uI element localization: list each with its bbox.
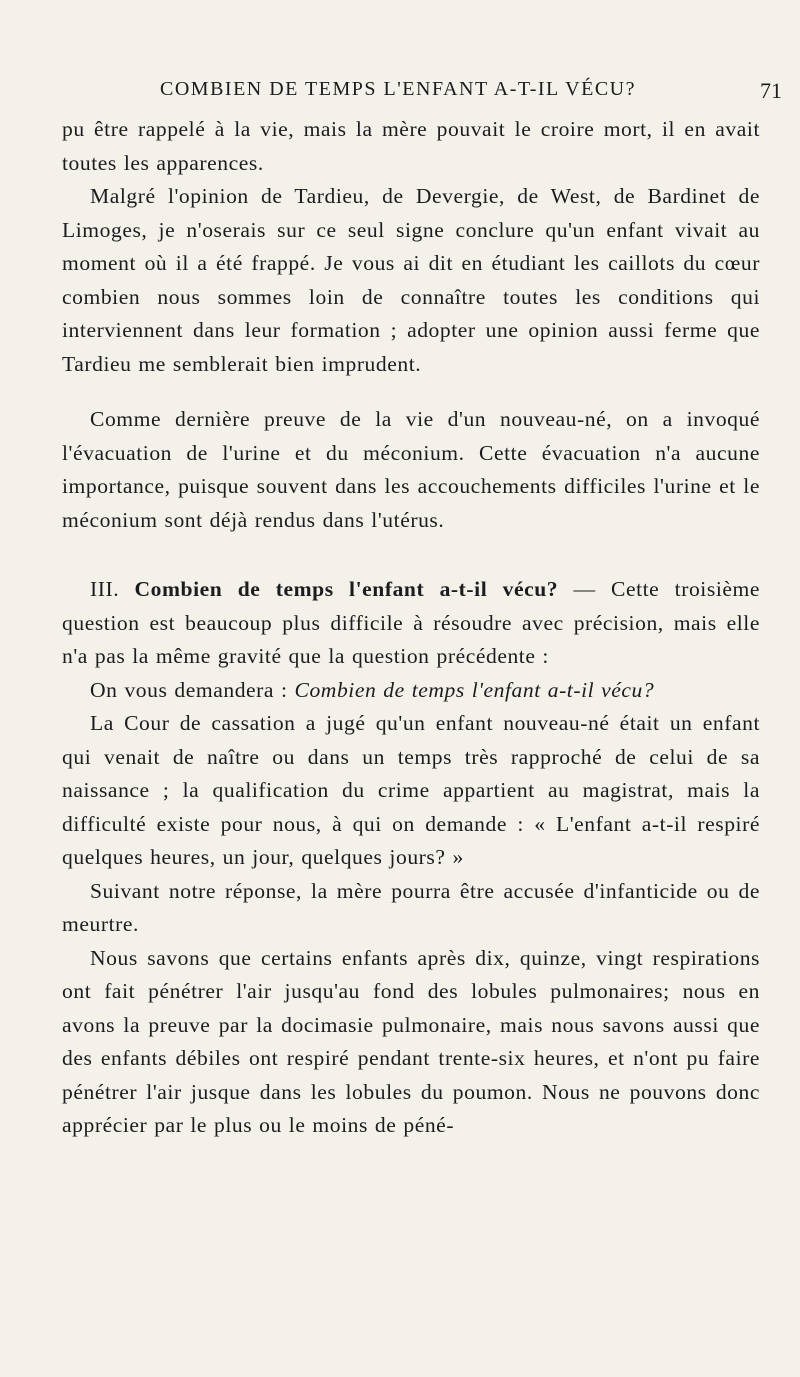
page-header — [0, 78, 800, 108]
section-heading: Combien de temps l'enfant a-t-il vécu? — [134, 577, 559, 601]
running-head: COMBIEN DE TEMPS L'ENFANT A-T-IL VÉCU? — [160, 78, 636, 100]
body-text — [62, 113, 760, 1143]
paragraph-2: Malgré l'opinion de Tardieu, de Devergie, de West, de Bardinet de Limoges, je n'oserais sur ce seul signe conclure qu'un enfant vivait au moment où il a été frappé. Je vous ai dit en étudiant les caillots du cœur combien nous sommes loin de connaître toutes les conditions qui interviennent dans leur formation ; adopter une opinion aussi ferme que Tardieu me semblerait bien imprudent. — [62, 184, 760, 376]
paragraph-reponse: Suivant notre réponse, la mère pourra être accusée d'infanticide ou de meurtre. — [62, 878, 760, 936]
section-number: III. — [90, 577, 135, 601]
question-paragraph — [62, 674, 760, 708]
section-heading-continuation: — Cette troisième question est beaucoup plus difficile à résoudre avec précision, mais elle n'a pas la même gravité que la question précédente : — [62, 577, 760, 668]
paragraph-3: Comme dernière preuve de la vie d'un nouveau-né, on a invoqué l'évacuation de l'urine et du méconium. Cette évacuation n'a aucune importance, puisque souvent dans les accouchements difficiles l'urine et le méconium sont déjà rendus dans l'utérus. — [62, 407, 760, 532]
question-italic: Combien de temps l'enfant a-t-il vécu? — [294, 677, 655, 702]
question-lead: On vous demandera : — [90, 677, 295, 702]
page-number: 71 — [760, 78, 782, 103]
paragraph-cour-de-cassation: La Cour de cassation a jugé qu'un enfant nouveau-né était un enfant qui venait de naître ou dans un temps très rapproché de celui de sa naissance ; la qualification du crime appartient au magistrat, mais la difficulté existe pour nous, à qui on demande : « L'enfant a-t-il respiré quelques heures, un jour, quelques jours? » — [62, 711, 760, 869]
paragraph-1: pu être rappelé à la vie, mais la mère pouvait le croire mort, il en avait toutes les apparences. — [62, 117, 760, 175]
section-heading-paragraph — [62, 573, 760, 674]
paragraph-respirations: Nous savons que certains enfants après dix, quinze, vingt respirations ont fait pénétrer l'air jusqu'au fond des lobules pulmonaires; nous en avons la preuve par la docimasie pulmonaire, mais nous savons aussi que des enfants débiles ont respiré pendant trente-six heures, et n'ont pu faire pénétrer l'air jusque dans les lobules du poumon. Nous ne pouvons donc apprécier par le plus ou le moins de péné- — [62, 945, 760, 1137]
